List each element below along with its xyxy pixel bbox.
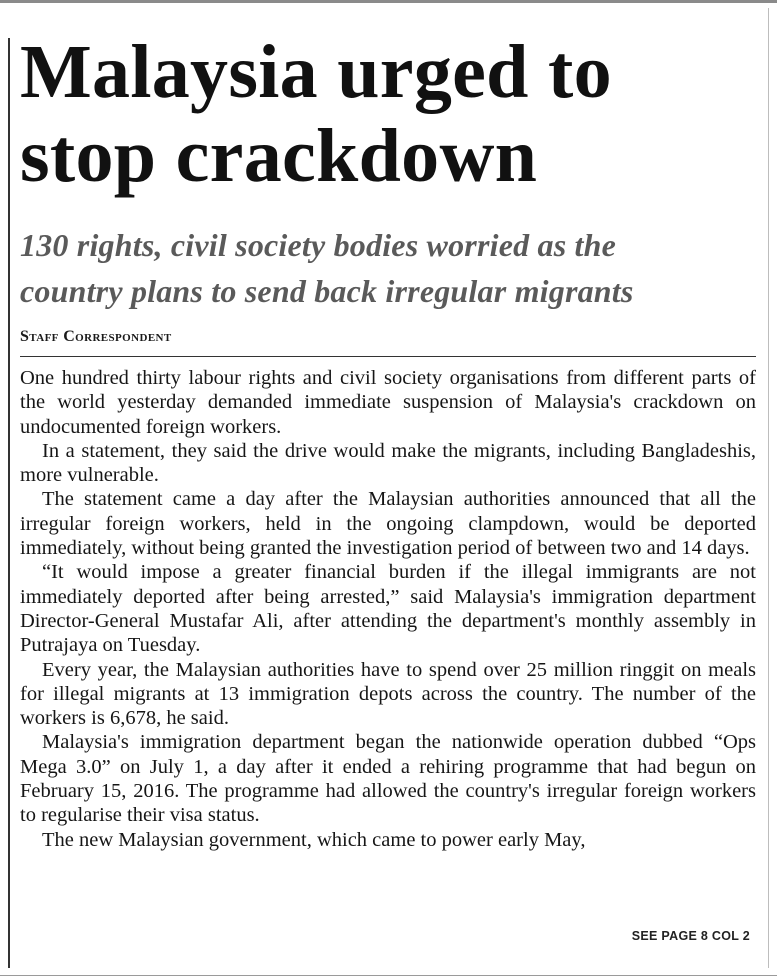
continuation-jump: SEE PAGE 8 COL 2 [631, 929, 750, 943]
byline-divider [20, 356, 756, 357]
article-body [20, 366, 756, 852]
page-bottom-rule [0, 975, 777, 976]
headline-line-2: stop crackdown [20, 114, 538, 198]
column-left-rule [8, 38, 10, 968]
page-top-border [0, 0, 777, 3]
column-right-rule [768, 8, 769, 968]
headline-line-1: Malaysia urged to [20, 30, 612, 114]
paragraph-1: One hundred thirty labour rights and civil society organisations from different parts of the world yesterday demanded immediate suspension of Malaysia's crackdown on undocumented foreign workers. [20, 367, 756, 438]
paragraph-5: Every year, the Malaysian authorities have to spend over 25 million ringgit on meals for illegal migrants at 13 immigration depots across the country. The number of the workers is 6,678, he said. [20, 658, 756, 730]
subheadline [20, 222, 756, 314]
paragraph-7: The new Malaysian government, which came to power early May, [42, 828, 586, 851]
paragraph-2: In a statement, they said the drive would make the migrants, including Bangladeshis, more vulnerable. [20, 439, 756, 487]
subheadline-line-1: 130 rights, civil society bodies worried as the [20, 227, 617, 263]
paragraph-4: “It would impose a greater financial burden if the illegal immigrants are not immediately deported after being arrested,” said Malaysia's immigration department Director-General Mustafar Ali, after attending the department's monthly assembly in Putrajaya on Tuesday. [20, 561, 756, 657]
byline: Staff Correspondent [20, 328, 172, 345]
paragraph-6: Malaysia's immigration department began the nationwide operation dubbed “Ops Mega 3.0” on July 1, a day after it ended a rehiring programme that had begun on February 15, 2016. The programme had allowed the country's irregular foreign workers to regularise their visa status. [20, 731, 756, 827]
headline [20, 30, 756, 198]
subheadline-line-2: country plans to send back irregular migrants [20, 273, 634, 309]
paragraph-3: The statement came a day after the Malaysian authorities announced that all the irregular foreign workers, held in the ongoing clampdown, would be deported immediately, without being granted the investigation period of between two and 14 days. [20, 488, 756, 560]
